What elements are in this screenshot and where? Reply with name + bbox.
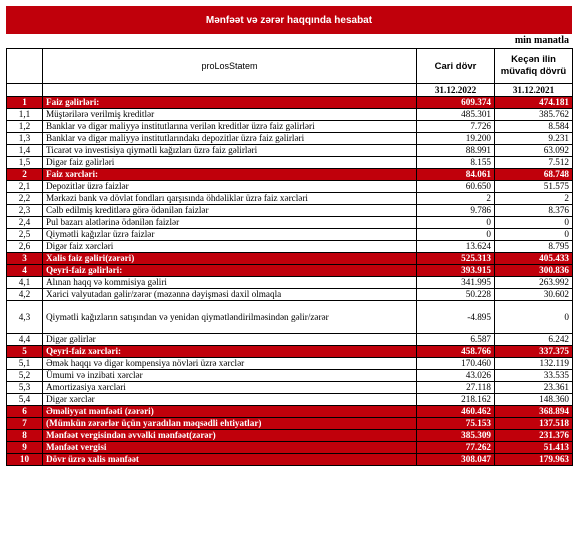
section-row [7,346,573,358]
table-row [7,301,573,334]
section-row [7,406,573,418]
current-period-value: 60.650 [417,181,495,193]
previous-period-value: 9.231 [495,133,573,145]
header-date-row [7,84,573,97]
current-period-value: 458.766 [417,346,495,358]
row-label: Digər gəlirlər [43,334,417,346]
row-number: 2,2 [7,193,43,205]
row-label: Xarici valyutadan gəlir/zərər (məzənnə dəyişməsi daxil olmaqla [43,289,417,301]
row-label: Pul bazarı alətlərinə ödənilən faizlər [43,217,417,229]
row-number: 2,6 [7,241,43,253]
section-row [7,97,573,109]
row-label: Ümumi və inzibati xərclər [43,370,417,382]
current-period-value: 27.118 [417,382,495,394]
current-period-value: 88.991 [417,145,495,157]
section-row [7,169,573,181]
income-statement-table [6,48,573,466]
row-number: 10 [7,454,43,466]
table-row [7,205,573,217]
previous-period-value: 30.602 [495,289,573,301]
row-label: Faiz gəlirləri: [43,97,417,109]
row-label: Qeyri-faiz gəlirləri: [43,265,417,277]
row-label: Amortizasiya xərcləri [43,382,417,394]
current-period-value: 385.309 [417,430,495,442]
current-period-value: 0 [417,217,495,229]
table-row [7,109,573,121]
row-label: Digər faiz gəlirləri [43,157,417,169]
unit-label: min manatla [514,35,569,46]
section-row [7,418,573,430]
table-row [7,181,573,193]
previous-period-value: 8.584 [495,121,573,133]
current-period-value: 6.587 [417,334,495,346]
row-number: 1,2 [7,121,43,133]
table-row [7,382,573,394]
previous-period-value: 23.361 [495,382,573,394]
row-number: 5,2 [7,370,43,382]
row-label: Qiymətli kağızların satışından və yenidən qiymətləndirilməsindən gəlir/zərər [43,301,417,334]
row-label: Mənfəət vergisindən əvvəlki mənfəət(zərər) [43,430,417,442]
row-number: 2,3 [7,205,43,217]
row-number: 7 [7,418,43,430]
row-label: Mərkəzi bank və dövlət fondları qarşısında öhdəliklər üzrə faiz xərcləri [43,193,417,205]
table-row [7,241,573,253]
row-number: 2,5 [7,229,43,241]
row-label: Qiymətli kağızlar üzrə faizlər [43,229,417,241]
current-period-value: 77.262 [417,442,495,454]
row-label: Əməliyyat mənfəəti (zərəri) [43,406,417,418]
row-number: 3 [7,253,43,265]
current-period-value: 218.162 [417,394,495,406]
current-period-value: 9.786 [417,205,495,217]
current-period-value: 13.624 [417,241,495,253]
report [6,0,572,466]
table-row [7,193,573,205]
current-period-value: 7.726 [417,121,495,133]
previous-period-value: 51.575 [495,181,573,193]
row-label: Depozitlər üzrə faizlər [43,181,417,193]
row-number: 1,1 [7,109,43,121]
row-label: Ticarət və investisiya qiymətli kağızları üzrə faiz gəlirləri [43,145,417,157]
current-period-value: 525.313 [417,253,495,265]
row-number: 6 [7,406,43,418]
table-row [7,157,573,169]
current-period-value: 341.995 [417,277,495,289]
current-period-value: 170.460 [417,358,495,370]
current-period-value: 84.061 [417,169,495,181]
current-period-value: 308.047 [417,454,495,466]
previous-period-value: 8.376 [495,205,573,217]
previous-period-value: 179.963 [495,454,573,466]
previous-period-value: 63.092 [495,145,573,157]
row-label: (Mümkün zərərlər üçün yaradılan məqsədli ehtiyatlar) [43,418,417,430]
header-current-date: 31.12.2022 [417,84,495,97]
row-number: 2,1 [7,181,43,193]
row-number: 1,3 [7,133,43,145]
row-label: Xalis faiz gəliri(zərəri) [43,253,417,265]
row-number: 4,3 [7,301,43,334]
row-number: 8 [7,430,43,442]
row-label: Dövr üzrə xalis mənfəət [43,454,417,466]
row-number: 1,4 [7,145,43,157]
row-label: Faiz xərcləri: [43,169,417,181]
table-row [7,370,573,382]
table-row [7,133,573,145]
previous-period-value: 132.119 [495,358,573,370]
row-label: Digər faiz xərcləri [43,241,417,253]
previous-period-value: 337.375 [495,346,573,358]
row-label: Cəlb edilmiş kreditlərə görə ödənilən faizlər [43,205,417,217]
table-row [7,121,573,133]
row-number: 4,1 [7,277,43,289]
current-period-value: 460.462 [417,406,495,418]
previous-period-value: 33.535 [495,370,573,382]
header-date-no-cell [7,84,43,97]
table-row [7,145,573,157]
previous-period-value: 68.748 [495,169,573,181]
header-prev-col: Keçən ilin müvafiq dövrü [495,49,573,84]
previous-period-value: 6.242 [495,334,573,346]
table-row [7,394,573,406]
row-number: 4,2 [7,289,43,301]
table-row [7,229,573,241]
previous-period-value: 148.360 [495,394,573,406]
current-period-value: 393.915 [417,265,495,277]
previous-period-value: 2 [495,193,573,205]
row-number: 4 [7,265,43,277]
previous-period-value: 368.894 [495,406,573,418]
row-label: Qeyri-faiz xərcləri: [43,346,417,358]
current-period-value: 609.374 [417,97,495,109]
row-label: Alınan haqq və kommisiya gəliri [43,277,417,289]
table-row [7,358,573,370]
row-number: 1 [7,97,43,109]
current-period-value: 19.200 [417,133,495,145]
row-number: 5,3 [7,382,43,394]
table-body [7,97,573,466]
current-period-value: 43.026 [417,370,495,382]
previous-period-value: 7.512 [495,157,573,169]
current-period-value: 50.228 [417,289,495,301]
row-label: Banklar və digər maliyyə institutlarındakı depozitlər üzrə faiz gəlirləri [43,133,417,145]
previous-period-value: 137.518 [495,418,573,430]
current-period-value: 75.153 [417,418,495,430]
previous-period-value: 51.413 [495,442,573,454]
report-title: Mənfəət və zərər haqqında hesabat [6,6,572,34]
section-row [7,430,573,442]
header-date-label-cell [43,84,417,97]
previous-period-value: 0 [495,229,573,241]
row-number: 5 [7,346,43,358]
section-row [7,442,573,454]
header-label-col: proLosStatem [43,49,417,84]
previous-period-value: 263.992 [495,277,573,289]
row-number: 2 [7,169,43,181]
current-period-value: 2 [417,193,495,205]
table-row [7,217,573,229]
row-label: Əmək haqqı və digər kompensiya növləri üzrə xərclər [43,358,417,370]
previous-period-value: 0 [495,301,573,334]
row-number: 9 [7,442,43,454]
current-period-value: 485.301 [417,109,495,121]
row-number: 2,4 [7,217,43,229]
row-label: Digər xərclər [43,394,417,406]
previous-period-value: 0 [495,217,573,229]
row-label: Mənfəət vergisi [43,442,417,454]
section-row [7,253,573,265]
row-label: Banklar və digər maliyyə institutlarına verilən kreditlər üzrə faiz gəlirləri [43,121,417,133]
row-label: Müştərilərə verilmiş kreditlər [43,109,417,121]
header-row [7,49,573,84]
row-number: 5,1 [7,358,43,370]
previous-period-value: 405.433 [495,253,573,265]
previous-period-value: 8.795 [495,241,573,253]
table-row [7,277,573,289]
previous-period-value: 474.181 [495,97,573,109]
current-period-value: -4.895 [417,301,495,334]
header-prev-date: 31.12.2021 [495,84,573,97]
row-number: 4,4 [7,334,43,346]
table-row [7,334,573,346]
current-period-value: 0 [417,229,495,241]
section-row [7,265,573,277]
section-row [7,454,573,466]
header-no-cell [7,49,43,84]
row-number: 1,5 [7,157,43,169]
current-period-value: 8.155 [417,157,495,169]
previous-period-value: 385.762 [495,109,573,121]
previous-period-value: 231.376 [495,430,573,442]
header-current-col: Cari dövr [417,49,495,84]
row-number: 5,4 [7,394,43,406]
table-row [7,289,573,301]
previous-period-value: 300.836 [495,265,573,277]
